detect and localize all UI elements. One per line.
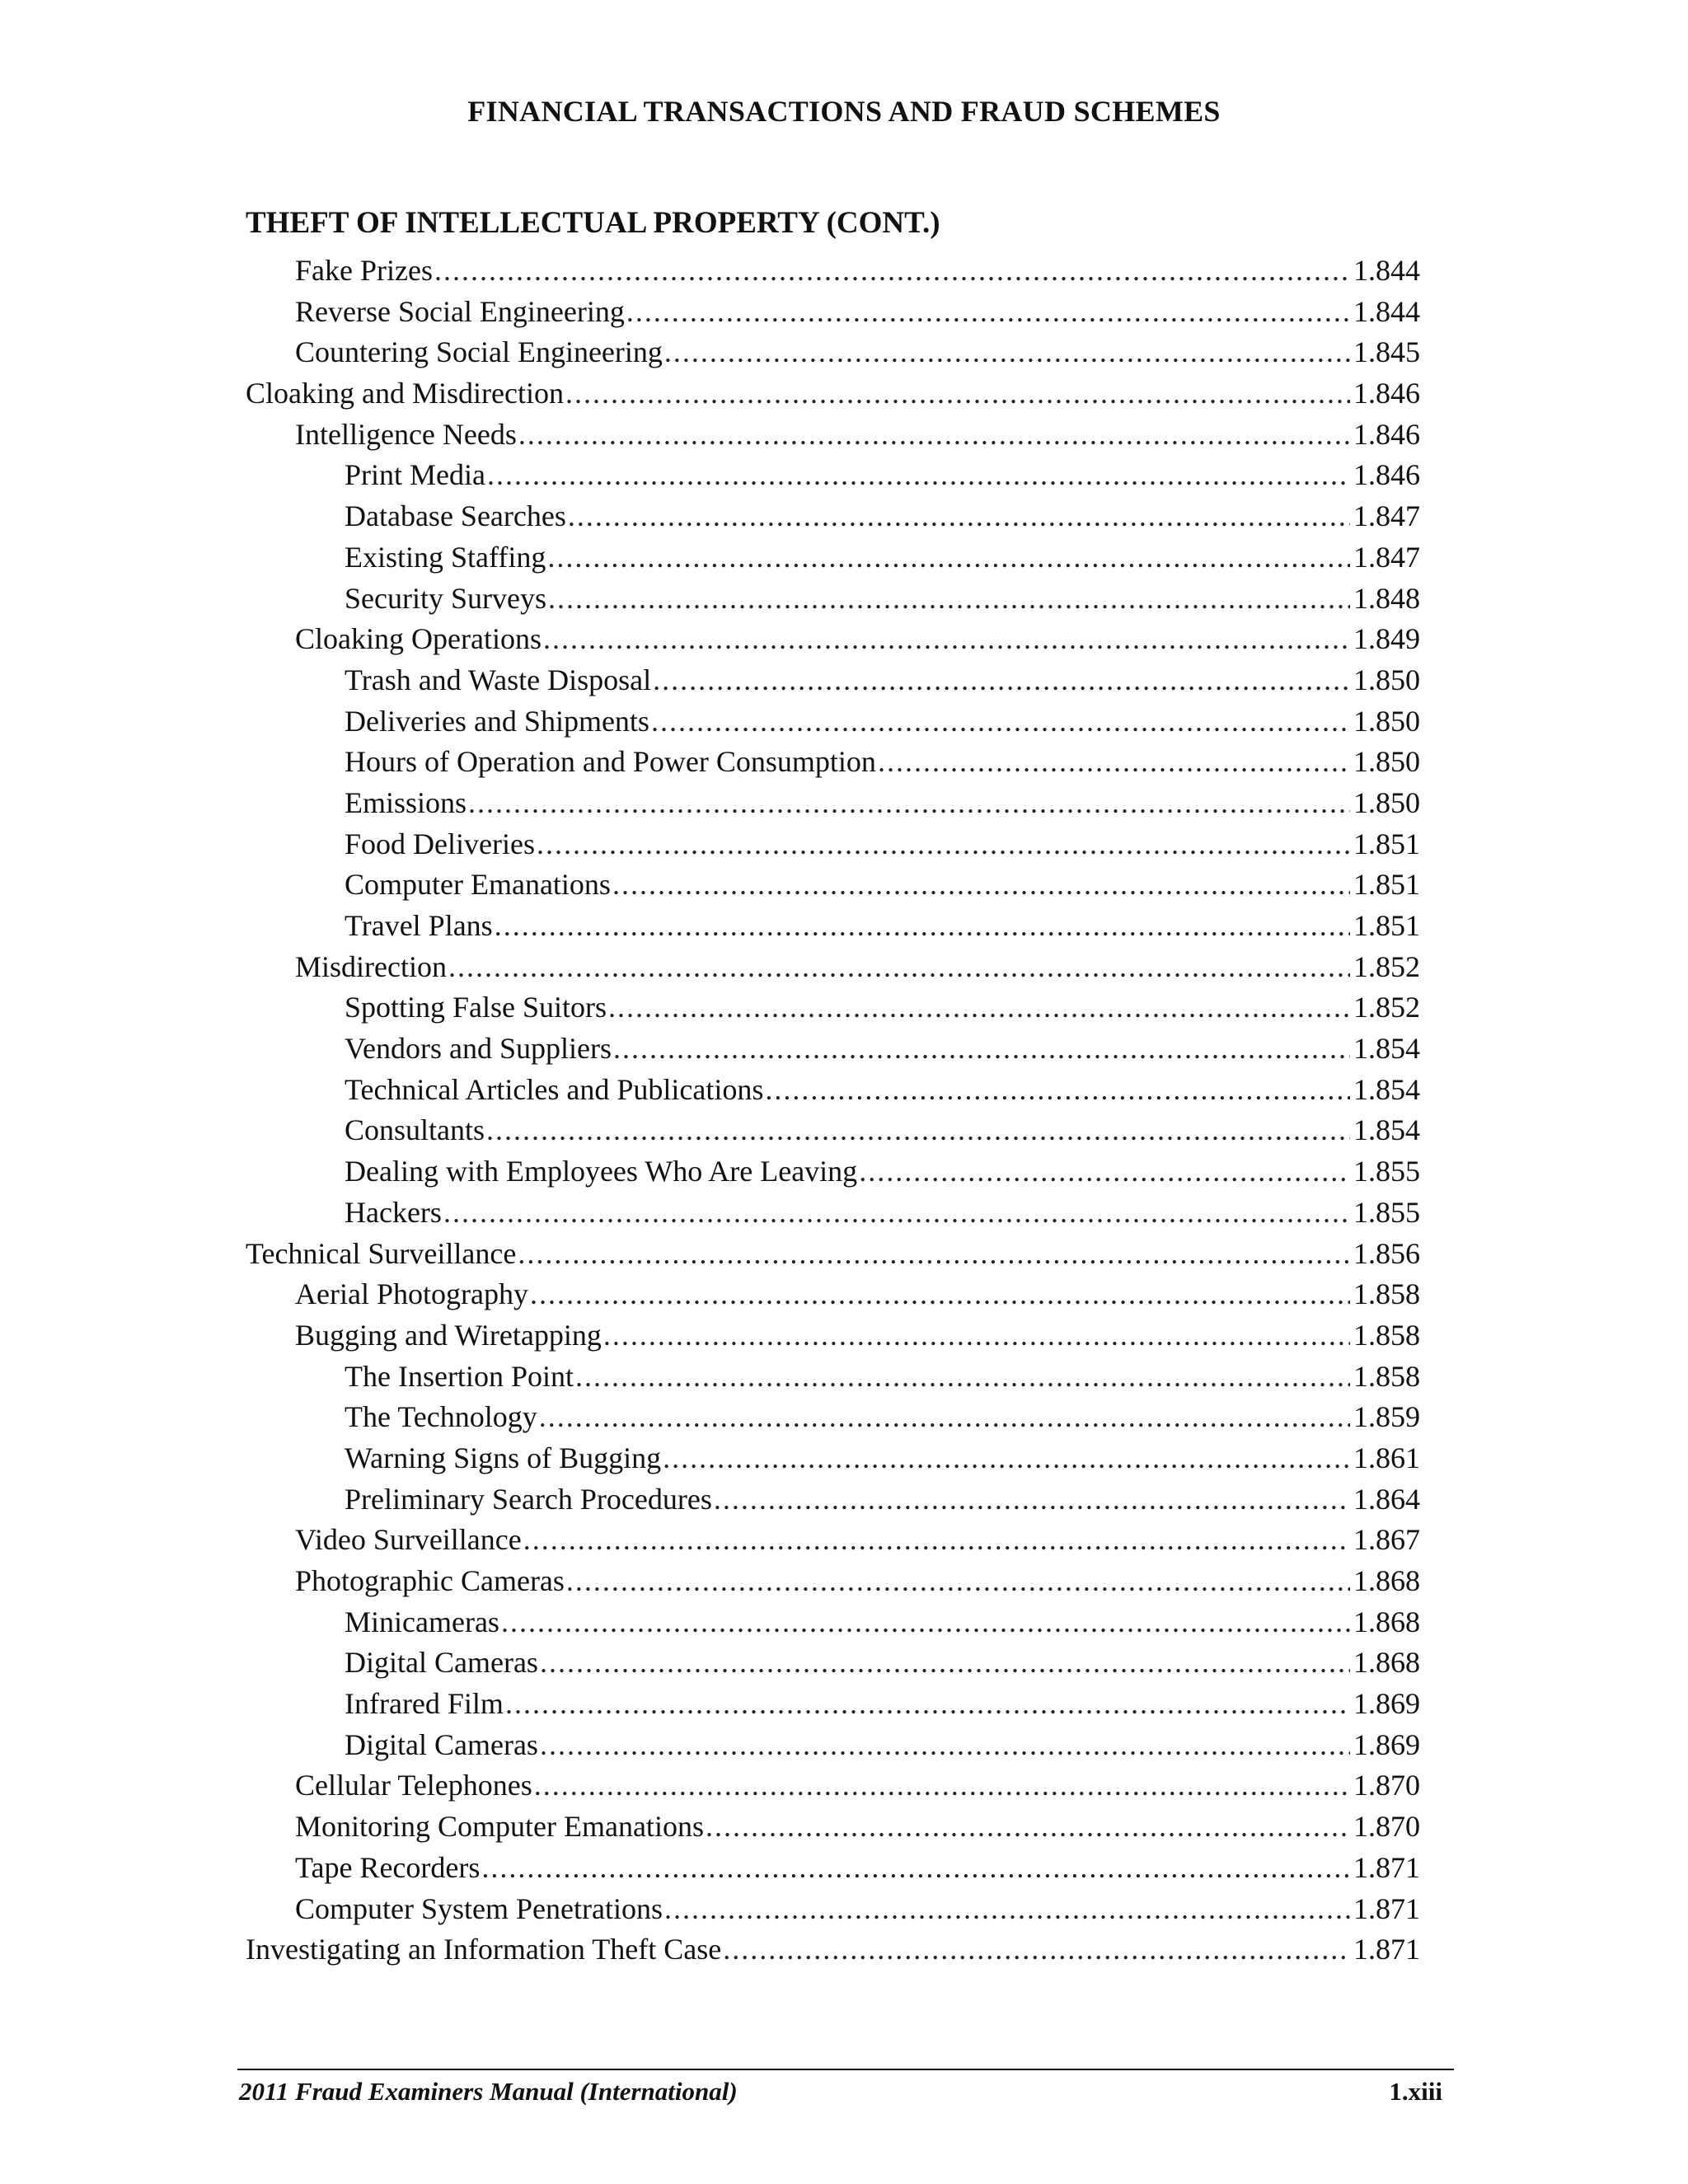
toc-entry[interactable] <box>246 1602 1420 1643</box>
toc-entry[interactable] <box>246 1479 1420 1521</box>
toc-entry[interactable] <box>246 1193 1420 1234</box>
toc-entry-label: Countering Social Engineering <box>295 335 663 369</box>
toc-dot-leader <box>714 1479 1350 1521</box>
toc-entry-label: The Insertion Point <box>345 1359 574 1393</box>
toc-entry[interactable] <box>246 783 1420 824</box>
toc-dot-leader <box>518 415 1350 456</box>
toc-dot-leader <box>608 987 1350 1029</box>
toc-dot-leader <box>486 1110 1350 1151</box>
toc-entry-label: Spotting False Suitors <box>345 991 607 1024</box>
footer-rule <box>237 2069 1454 2070</box>
toc-entry-page: 1.868 <box>1353 1646 1420 1680</box>
table-of-contents <box>246 251 1420 1971</box>
toc-entry[interactable] <box>246 660 1420 701</box>
toc-entry[interactable] <box>246 1151 1420 1193</box>
toc-entry[interactable] <box>246 619 1420 660</box>
toc-entry[interactable] <box>246 1070 1420 1111</box>
toc-entry-page: 1.851 <box>1353 827 1420 860</box>
toc-entry-page: 1.871 <box>1353 1850 1420 1884</box>
toc-dot-leader <box>481 1848 1350 1889</box>
page-title: FINANCIAL TRANSACTIONS AND FRAUD SCHEMES <box>467 95 1221 128</box>
toc-entry-label: Travel Plans <box>345 909 493 942</box>
toc-dot-leader <box>878 742 1350 783</box>
toc-entry[interactable] <box>246 1520 1420 1561</box>
toc-entry-label: Hours of Operation and Power Consumption <box>345 745 876 779</box>
toc-entry-label: Reverse Social Engineering <box>295 294 625 328</box>
toc-entry-page: 1.846 <box>1353 377 1420 410</box>
toc-entry-page: 1.868 <box>1353 1605 1420 1638</box>
toc-entry-page: 1.856 <box>1353 1236 1420 1270</box>
toc-entry-page: 1.845 <box>1353 335 1420 369</box>
toc-entry-page: 1.871 <box>1353 1891 1420 1925</box>
toc-entry-label: Cloaking and Misdirection <box>246 377 564 410</box>
toc-entry-label: Hackers <box>345 1195 442 1229</box>
toc-entry-page: 1.852 <box>1353 949 1420 983</box>
toc-entry-label: Digital Cameras <box>345 1646 538 1680</box>
toc-entry-page: 1.858 <box>1353 1359 1420 1393</box>
toc-entry[interactable] <box>246 1274 1420 1315</box>
toc-entry-page: 1.864 <box>1353 1482 1420 1516</box>
toc-entry-label: Consultants <box>345 1113 485 1147</box>
toc-dot-leader <box>443 1193 1350 1234</box>
toc-entry[interactable] <box>246 1315 1420 1357</box>
toc-dot-leader <box>664 1889 1350 1930</box>
toc-entry-label: Food Deliveries <box>345 827 535 860</box>
toc-entry-page: 1.844 <box>1353 254 1420 287</box>
toc-entry[interactable] <box>246 947 1420 988</box>
toc-dot-leader <box>575 1357 1350 1398</box>
toc-dot-leader <box>566 1561 1350 1602</box>
toc-entry-label: Computer System Penetrations <box>295 1891 663 1925</box>
toc-dot-leader <box>495 906 1350 947</box>
toc-entry-page: 1.850 <box>1353 704 1420 738</box>
toc-entry-page: 1.844 <box>1353 294 1420 328</box>
footer-title: 2011 Fraud Examiners Manual (International) <box>239 2077 738 2106</box>
toc-dot-leader <box>540 1643 1350 1684</box>
toc-dot-leader <box>468 783 1350 824</box>
toc-entry-label: Print Media <box>345 458 485 492</box>
toc-entry-page: 1.867 <box>1353 1523 1420 1557</box>
toc-entry[interactable] <box>246 865 1420 906</box>
toc-entry[interactable] <box>246 332 1420 373</box>
toc-entry-page: 1.854 <box>1353 1072 1420 1106</box>
toc-dot-leader <box>706 1807 1350 1848</box>
toc-entry-page: 1.858 <box>1353 1318 1420 1352</box>
toc-dot-leader <box>537 824 1350 865</box>
toc-entry-page: 1.846 <box>1353 458 1420 492</box>
toc-dot-leader <box>565 373 1350 415</box>
toc-dot-leader <box>547 537 1350 579</box>
toc-entry-label: Technical Surveillance <box>246 1236 517 1270</box>
toc-entry-label: Aerial Photography <box>295 1277 528 1311</box>
toc-entry[interactable] <box>246 1848 1420 1889</box>
toc-entry[interactable] <box>246 906 1420 947</box>
toc-entry-label: Minicameras <box>345 1605 499 1638</box>
toc-entry-label: Misdirection <box>295 949 447 983</box>
toc-entry-page: 1.847 <box>1353 499 1420 533</box>
toc-dot-leader <box>626 292 1350 333</box>
toc-entry-label: Bugging and Wiretapping <box>295 1318 602 1352</box>
toc-entry-page: 1.871 <box>1353 1933 1420 1966</box>
footer-page-number: 1.xiii <box>1389 2077 1442 2106</box>
toc-entry-page: 1.850 <box>1353 745 1420 779</box>
toc-entry-label: Fake Prizes <box>295 254 433 287</box>
toc-entry-page: 1.846 <box>1353 417 1420 451</box>
toc-entry-page: 1.847 <box>1353 540 1420 574</box>
toc-entry[interactable] <box>246 373 1420 415</box>
toc-entry-page: 1.852 <box>1353 991 1420 1024</box>
toc-dot-leader <box>505 1684 1350 1725</box>
toc-entry-page: 1.850 <box>1353 785 1420 819</box>
toc-entry[interactable] <box>246 987 1420 1029</box>
toc-dot-leader <box>434 251 1350 292</box>
toc-entry-page: 1.855 <box>1353 1195 1420 1229</box>
toc-entry-page: 1.858 <box>1353 1277 1420 1311</box>
toc-entry[interactable] <box>246 1029 1420 1070</box>
toc-entry[interactable] <box>246 1438 1420 1479</box>
toc-dot-leader <box>523 1520 1350 1561</box>
toc-entry-label: Technical Articles and Publications <box>345 1072 764 1106</box>
toc-entry-page: 1.868 <box>1353 1564 1420 1597</box>
toc-dot-leader <box>765 1070 1350 1111</box>
toc-entry[interactable] <box>246 415 1420 456</box>
toc-dot-leader <box>859 1151 1350 1193</box>
toc-entry[interactable] <box>246 1110 1420 1151</box>
toc-dot-leader <box>612 865 1350 906</box>
toc-dot-leader <box>603 1315 1350 1357</box>
toc-dot-leader <box>568 496 1350 537</box>
toc-dot-leader <box>448 947 1350 988</box>
toc-entry-page: 1.850 <box>1353 663 1420 696</box>
toc-dot-leader <box>501 1602 1350 1643</box>
toc-entry-page: 1.855 <box>1353 1155 1420 1188</box>
toc-entry[interactable] <box>246 1929 1420 1971</box>
toc-entry-label: Tape Recorders <box>295 1850 481 1884</box>
toc-dot-leader <box>530 1274 1350 1315</box>
toc-entry[interactable] <box>246 292 1420 333</box>
toc-dot-leader <box>548 579 1350 620</box>
toc-dot-leader <box>653 660 1350 701</box>
toc-entry[interactable] <box>246 701 1420 743</box>
toc-entry-label: Emissions <box>345 785 467 819</box>
toc-entry[interactable] <box>246 1643 1420 1684</box>
toc-entry-label: Dealing with Employees Who Are Leaving <box>345 1155 858 1188</box>
toc-entry-label: Vendors and Suppliers <box>345 1032 612 1066</box>
toc-entry[interactable] <box>246 1357 1420 1398</box>
toc-entry-page: 1.848 <box>1353 581 1420 615</box>
toc-entry-page: 1.870 <box>1353 1810 1420 1844</box>
toc-entry-label: Deliveries and Shipments <box>345 704 649 738</box>
toc-dot-leader <box>663 1438 1350 1479</box>
toc-entry-page: 1.859 <box>1353 1400 1420 1434</box>
toc-entry-page: 1.861 <box>1353 1441 1420 1474</box>
toc-entry-page: 1.851 <box>1353 868 1420 902</box>
toc-entry-label: Cloaking Operations <box>295 622 542 656</box>
toc-entry-page: 1.849 <box>1353 622 1420 656</box>
toc-entry[interactable] <box>246 537 1420 579</box>
toc-entry-label: Warning Signs of Bugging <box>345 1441 662 1474</box>
toc-dot-leader <box>518 1234 1350 1275</box>
toc-entry-page: 1.854 <box>1353 1113 1420 1147</box>
toc-dot-leader <box>543 619 1350 660</box>
toc-entry[interactable] <box>246 1234 1420 1275</box>
toc-entry-label: Investigating an Information Theft Case <box>246 1933 722 1966</box>
toc-entry-label: The Technology <box>345 1400 537 1434</box>
toc-entry-label: Trash and Waste Disposal <box>345 663 652 696</box>
toc-entry-label: Preliminary Search Procedures <box>345 1482 712 1516</box>
toc-entry[interactable] <box>246 455 1420 496</box>
toc-entry-label: Security Surveys <box>345 581 546 615</box>
toc-dot-leader <box>487 455 1350 496</box>
toc-entry[interactable] <box>246 1889 1420 1930</box>
toc-dot-leader <box>540 1725 1350 1766</box>
toc-entry-page: 1.851 <box>1353 909 1420 942</box>
toc-entry-label: Video Surveillance <box>295 1523 522 1557</box>
toc-entry[interactable] <box>246 742 1420 783</box>
toc-entry-page: 1.869 <box>1353 1687 1420 1721</box>
toc-entry-label: Infrared Film <box>345 1687 504 1721</box>
toc-entry-page: 1.869 <box>1353 1727 1420 1761</box>
toc-entry-page: 1.854 <box>1353 1032 1420 1066</box>
toc-entry[interactable] <box>246 824 1420 865</box>
toc-dot-leader <box>539 1397 1350 1438</box>
toc-entry-label: Database Searches <box>345 499 566 533</box>
toc-entry-label: Existing Staffing <box>345 540 546 574</box>
toc-entry[interactable] <box>246 1397 1420 1438</box>
toc-entry[interactable] <box>246 251 1420 292</box>
toc-entry-label: Intelligence Needs <box>295 417 517 451</box>
toc-entry-label: Computer Emanations <box>345 868 611 902</box>
toc-entry[interactable] <box>246 496 1420 537</box>
toc-entry-label: Monitoring Computer Emanations <box>295 1810 704 1844</box>
section-heading: THEFT OF INTELLECTUAL PROPERTY (CONT.) <box>246 206 940 240</box>
toc-entry-label: Photographic Cameras <box>295 1564 565 1597</box>
toc-entry[interactable] <box>246 1765 1420 1807</box>
toc-entry[interactable] <box>246 1807 1420 1848</box>
toc-entry[interactable] <box>246 579 1420 620</box>
toc-entry-label: Cellular Telephones <box>295 1769 532 1802</box>
toc-dot-leader <box>723 1929 1350 1971</box>
toc-dot-leader <box>664 332 1350 373</box>
toc-entry-label: Digital Cameras <box>345 1727 538 1761</box>
toc-entry[interactable] <box>246 1561 1420 1602</box>
toc-entry[interactable] <box>246 1684 1420 1725</box>
toc-dot-leader <box>613 1029 1350 1070</box>
toc-dot-leader <box>651 701 1350 743</box>
toc-dot-leader <box>534 1765 1350 1807</box>
toc-entry-page: 1.870 <box>1353 1769 1420 1802</box>
toc-entry[interactable] <box>246 1725 1420 1766</box>
